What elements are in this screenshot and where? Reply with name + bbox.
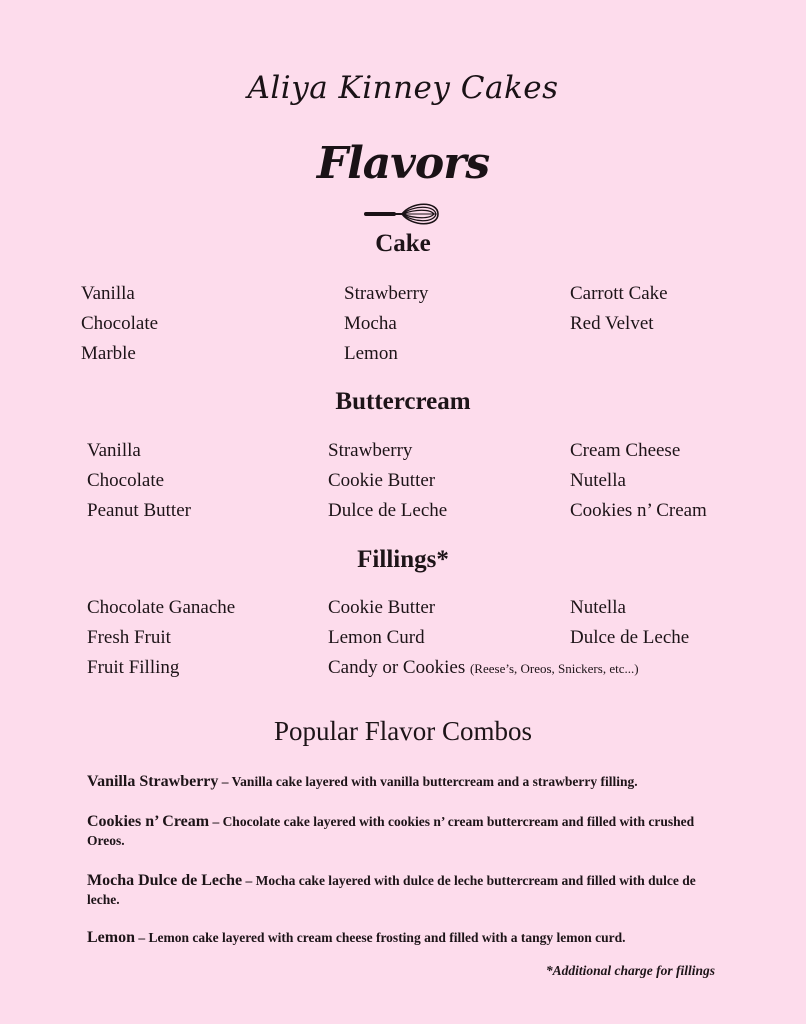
- cake-column-2: [344, 279, 428, 369]
- combo-separator: –: [218, 774, 232, 789]
- combos-heading: Popular Flavor Combos: [273, 716, 532, 746]
- fillings-column-3: [570, 593, 689, 653]
- list-item: Dulce de Leche: [328, 500, 448, 521]
- brand-name: Aliya Kinney Cakes: [247, 70, 559, 106]
- combo-item: [87, 871, 727, 909]
- combo-separator: –: [135, 930, 149, 945]
- combo-item: [87, 812, 727, 850]
- cake-heading: Cake: [375, 230, 431, 257]
- buttercream-heading: Buttercream: [335, 388, 471, 415]
- list-item: Strawberry: [328, 440, 413, 461]
- list-item: Cookie Butter: [328, 597, 436, 618]
- combo-description: Chocolate cake layered with cookies n’ cream buttercream and filled with crushed Oreos.: [87, 814, 695, 848]
- list-item: Chocolate Ganache: [87, 597, 236, 618]
- list-item: Strawberry: [344, 283, 429, 304]
- combo-name: Cookies n’ Cream: [87, 813, 210, 830]
- buttercream-column-1: [87, 436, 191, 526]
- combo-item: [87, 772, 727, 791]
- whisk-icon: [364, 199, 440, 229]
- list-item: Fruit Filling: [87, 657, 180, 678]
- list-item: Nutella: [570, 597, 626, 618]
- list-item: Nutella: [570, 470, 626, 491]
- combo-separator: –: [242, 873, 256, 888]
- list-item: Carrott Cake: [570, 283, 668, 304]
- combo-description: Mocha cake layered with dulce de leche buttercream and filled with dulce de leche.: [87, 873, 696, 907]
- page-title: Flavors: [316, 138, 490, 189]
- list-item: [328, 653, 639, 684]
- list-item-note: (Reese’s, Oreos, Snickers, etc...): [469, 661, 639, 676]
- list-item: Chocolate: [87, 470, 165, 491]
- list-item: Marble: [81, 343, 136, 364]
- footnote: *Additional charge for fillings: [545, 963, 715, 978]
- combo-name: Vanilla Strawberry: [87, 773, 219, 790]
- combo-separator: –: [209, 814, 223, 829]
- list-item: Dulce de Leche: [570, 627, 690, 648]
- cake-column-3: [570, 279, 668, 339]
- buttercream-column-2: [328, 436, 447, 526]
- list-item: Peanut Butter: [87, 500, 191, 521]
- cake-column-1: [81, 279, 158, 369]
- list-item: Cookies n’ Cream: [570, 500, 707, 521]
- combo-description: Vanilla cake layered with vanilla buttercream and a strawberry filling.: [231, 774, 638, 789]
- list-item: Cream Cheese: [570, 440, 681, 461]
- combo-item: [87, 928, 727, 947]
- list-item: Lemon: [344, 343, 398, 364]
- list-item: Chocolate: [81, 313, 159, 334]
- list-item: Lemon Curd: [328, 627, 425, 648]
- fillings-heading: Fillings*: [357, 546, 449, 573]
- list-item: Fresh Fruit: [87, 627, 171, 648]
- list-item: Mocha: [344, 313, 397, 334]
- combo-name: Mocha Dulce de Leche: [87, 872, 243, 889]
- list-item: Vanilla: [87, 440, 141, 461]
- list-item: Cookie Butter: [328, 470, 436, 491]
- combo-description: Lemon cake layered with cream cheese frosting and filled with a tangy lemon curd.: [148, 930, 626, 945]
- list-item: Vanilla: [81, 283, 135, 304]
- buttercream-column-3: [570, 436, 707, 526]
- combo-name: Lemon: [87, 929, 135, 946]
- list-item-label: Candy or Cookies: [328, 657, 466, 678]
- fillings-column-1: [87, 593, 235, 683]
- list-item: Red Velvet: [570, 313, 654, 334]
